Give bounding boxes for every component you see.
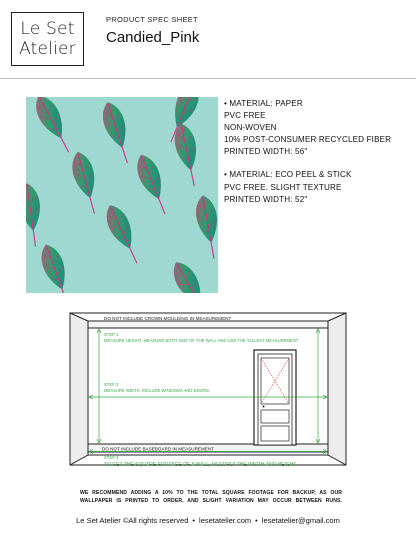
leaf-mark xyxy=(68,149,104,216)
footer xyxy=(0,516,416,525)
spec-group-peel-stick xyxy=(224,169,410,205)
step-1-text: MEASURE HEIGHT. MEASURE BOTH SIDE OF THE WALL AND USE THE TALLEST MEASUREMENT xyxy=(104,338,299,343)
footer-email[interactable]: lesetatelier@gmail.com xyxy=(261,516,340,525)
brand-logo xyxy=(11,12,84,66)
leaf-mark xyxy=(98,99,137,166)
wallpaper-swatch xyxy=(26,97,218,293)
step-1-title: STEP 1 xyxy=(104,332,119,337)
step-2-text: MEASURE WIDTH. INCLUDE WINDOWS AND DOORS. xyxy=(104,388,211,393)
wall-measurement-diagram xyxy=(0,305,416,480)
spec-line: NON-WOVEN xyxy=(224,123,277,133)
step-3-text: TO GET THE SQUARE FOOTAGE OF A WALL, MULTIPLY THE WIDTH AND HEIGHT. xyxy=(104,462,298,468)
step-3-title: STEP 3 xyxy=(104,455,119,460)
product-name: Candied_Pink xyxy=(106,29,200,46)
leaf-mark xyxy=(167,257,217,293)
logo-line-1: Le Set xyxy=(20,19,75,39)
spec-line: PRINTED WIDTH: 52" xyxy=(224,194,308,204)
footer-copyright: Le Set Atelier ©All rights reserved xyxy=(76,516,189,525)
baseboard-note: DO NOT INCLUDE BASEBOARD IN MEASUREMENT xyxy=(102,446,214,452)
header-divider xyxy=(0,78,416,79)
step-2-title: STEP 2 xyxy=(104,382,119,387)
footer-separator: • xyxy=(192,516,196,525)
footer-website[interactable]: lesetatelier.com xyxy=(199,516,252,525)
leaf-mark xyxy=(36,241,77,293)
footer-separator: • xyxy=(255,516,258,525)
document-type: PRODUCT SPEC SHEET xyxy=(106,15,198,24)
material-specs xyxy=(224,98,410,217)
spec-group-paper xyxy=(224,98,410,158)
door xyxy=(254,350,296,445)
leaf-mark xyxy=(193,194,218,261)
spec-line: PVC FREE. SLIGHT TEXTURE xyxy=(224,182,342,192)
logo-line-2: Atelier xyxy=(19,39,76,59)
leaf-mark xyxy=(132,151,175,218)
leaf-mark xyxy=(26,182,46,248)
spec-line: PRINTED WIDTH: 56" xyxy=(224,147,308,157)
leaf-mark xyxy=(101,201,146,268)
leaf-mark xyxy=(30,97,78,157)
spec-line: PVC FREE xyxy=(224,111,266,121)
leaf-pattern xyxy=(26,97,218,293)
spec-line: • MATERIAL: PAPER xyxy=(224,99,303,108)
spec-line: 10% POST-CONSUMER RECYCLED FIBER xyxy=(224,135,392,145)
backup-disclaimer: WE RECOMMEND ADDING A 10% TO THE TOTAL SQUARE FOOTAGE FOR BACKUP, AS OUR WALLPAPER IS PRINTED TO ORDER, AND SLIGHT VARIATION MAY OCCUR BETWEEN RUNS. xyxy=(80,490,342,504)
leaf-mark xyxy=(171,121,204,188)
crown-moulding-note: DO NOT INCLUDE CROWN MOULDING IN MEASUREMENT xyxy=(104,316,232,321)
spec-line: • MATERIAL: ECO PEEL & STICK xyxy=(224,170,352,180)
